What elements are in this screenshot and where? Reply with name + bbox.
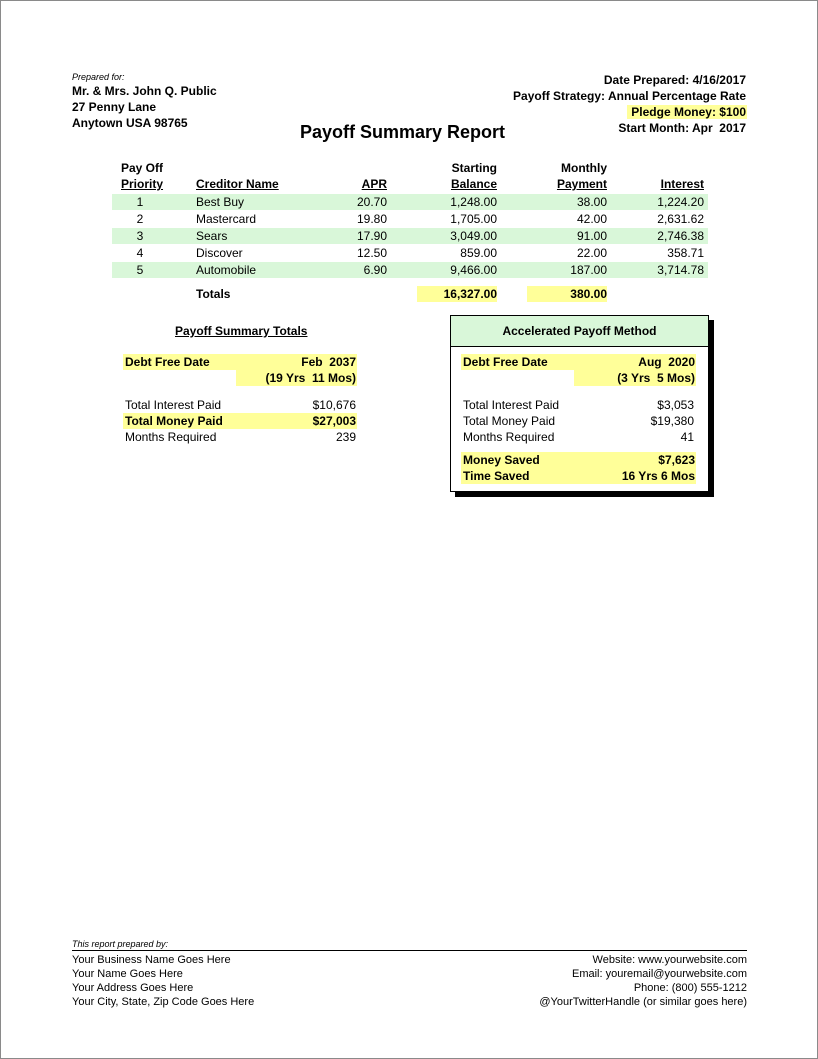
table-cell-balance: 3,049.00 (450, 229, 497, 243)
footer-address: Your Address Goes Here (72, 982, 194, 994)
table-cell-balance: 859.00 (460, 246, 497, 260)
table-cell-apr: 19.80 (356, 212, 387, 226)
summary-money-row (123, 413, 357, 429)
report-title: Payoff Summary Report (300, 122, 506, 142)
prepared-for-label: Prepared for: (72, 72, 125, 82)
summary-months-value: 239 (335, 430, 356, 444)
accel-interest-label: Total Interest Paid (463, 398, 560, 412)
summary-debt-free-duration: (19 Yrs 11 Mos) (236, 370, 357, 386)
footer-email[interactable]: Email: youremail@yourwebsite.com (571, 968, 747, 980)
accel-saved-label: Money Saved (463, 453, 540, 467)
footer-website[interactable]: Website: www.yourwebsite.com (592, 954, 747, 966)
header-balance-bottom: Balance (450, 177, 497, 191)
table-cell-interest: 2,746.38 (657, 229, 704, 243)
summary-debt-free-label: Debt Free Date (125, 355, 210, 369)
client-address-1: 27 Penny Lane (72, 100, 157, 114)
accel-months-label: Months Required (463, 430, 555, 444)
pledge-money-value: $100 (719, 105, 746, 119)
summary-interest-value: $10,676 (312, 398, 356, 412)
footer-twitter[interactable]: @YourTwitterHandle (or similar goes here) (539, 996, 747, 1008)
table-cell-priority: 1 (136, 195, 144, 209)
accelerated-box (450, 315, 709, 492)
table-cell-priority: 3 (136, 229, 144, 243)
accelerated-title: Accelerated Payoff Method (451, 316, 708, 347)
table-cell-interest: 358.71 (667, 246, 704, 260)
summary-debt-free-row (123, 354, 357, 370)
table-cell-apr: 6.90 (363, 263, 387, 277)
table-cell-creditor: Mastercard (196, 212, 257, 226)
header-payment-bottom: Payment (556, 177, 607, 191)
accel-debt-free-row (461, 354, 696, 370)
table-cell-priority: 5 (136, 263, 144, 277)
payoff-strategy-value: Annual Percentage Rate (607, 89, 746, 103)
summary-money-label: Total Money Paid (125, 414, 223, 428)
table-cell-interest: 1,224.20 (657, 195, 704, 209)
total-payment: 380.00 (527, 286, 607, 302)
table-cell-creditor: Discover (196, 246, 243, 260)
summary-months-label: Months Required (125, 430, 217, 444)
table-cell-priority: 2 (136, 212, 144, 226)
footer-name: Your Name Goes Here (72, 968, 183, 980)
start-month-value: Apr 2017 (691, 121, 746, 135)
table-cell-payment: 22.00 (576, 246, 607, 260)
payoff-strategy-label: Payoff Strategy: (513, 89, 606, 103)
table-cell-creditor: Automobile (196, 263, 257, 277)
header-creditor: Creditor Name (196, 177, 279, 191)
accel-debt-free-date: Aug 2020 (638, 355, 695, 369)
client-name: Mr. & Mrs. John Q. Public (72, 84, 217, 98)
header-priority-top: Pay Off (121, 161, 164, 175)
pledge-money (627, 105, 747, 119)
total-balance: 16,327.00 (417, 286, 497, 302)
table-cell-priority: 4 (136, 246, 144, 260)
footer-rule (72, 950, 747, 951)
accel-saved-value: $7,623 (658, 453, 695, 467)
header-balance (417, 160, 497, 192)
table-cell-payment: 42.00 (576, 212, 607, 226)
table-cell-apr: 17.90 (356, 229, 387, 243)
accel-debt-free-label: Debt Free Date (463, 355, 548, 369)
accel-money-label: Total Money Paid (463, 414, 556, 428)
footer-label: This report prepared by: (72, 939, 169, 949)
accel-debt-free-duration: (3 Yrs 5 Mos) (574, 370, 696, 386)
table-cell-creditor: Best Buy (196, 195, 245, 209)
pledge-money-label: Pledge Money: (631, 105, 716, 119)
date-prepared-label: Date Prepared: (603, 73, 690, 87)
table-cell-balance: 9,466.00 (450, 263, 497, 277)
footer-city: Your City, State, Zip Code Goes Here (72, 996, 255, 1008)
table-cell-payment: 91.00 (576, 229, 607, 243)
totals-label: Totals (196, 287, 231, 301)
start-month-label: Start Month: (618, 121, 690, 135)
table-cell-balance: 1,248.00 (450, 195, 497, 209)
table-cell-apr: 12.50 (356, 246, 387, 260)
date-prepared-value: 4/16/2017 (692, 73, 746, 87)
table-cell-interest: 3,714.78 (657, 263, 704, 277)
table-cell-payment: 38.00 (576, 195, 607, 209)
header-interest: Interest (660, 177, 704, 191)
accel-time-label: Time Saved (463, 469, 530, 483)
accel-money-value: $19,380 (650, 414, 694, 428)
table-cell-interest: 2,631.62 (657, 212, 704, 226)
client-address-2: Anytown USA 98765 (72, 116, 188, 130)
header-payment-top: Monthly (561, 161, 607, 175)
summary-interest-label: Total Interest Paid (125, 398, 222, 412)
header-priority (121, 160, 163, 192)
accel-time-value: 16 Yrs 6 Mos (621, 469, 695, 483)
summary-debt-free-date: Feb 2037 (301, 355, 356, 369)
header-payment (527, 160, 607, 192)
start-month (618, 121, 746, 135)
accel-savings-block (461, 452, 696, 484)
accel-months-value: 41 (680, 430, 694, 444)
table-cell-balance: 1,705.00 (450, 212, 497, 226)
header-priority-bottom: Priority (121, 177, 164, 191)
header-apr: APR (361, 177, 387, 191)
accel-interest-value: $3,053 (657, 398, 694, 412)
table-cell-payment: 187.00 (570, 263, 607, 277)
table-cell-apr: 20.70 (356, 195, 387, 209)
payoff-strategy (513, 89, 746, 103)
footer-phone: Phone: (800) 555-1212 (633, 982, 747, 994)
summary-money-value: $27,003 (312, 414, 356, 428)
footer-business: Your Business Name Goes Here (72, 954, 231, 966)
summary-title: Payoff Summary Totals (175, 324, 308, 338)
header-balance-top: Starting (451, 161, 497, 175)
date-prepared (604, 73, 746, 87)
table-cell-creditor: Sears (196, 229, 228, 243)
